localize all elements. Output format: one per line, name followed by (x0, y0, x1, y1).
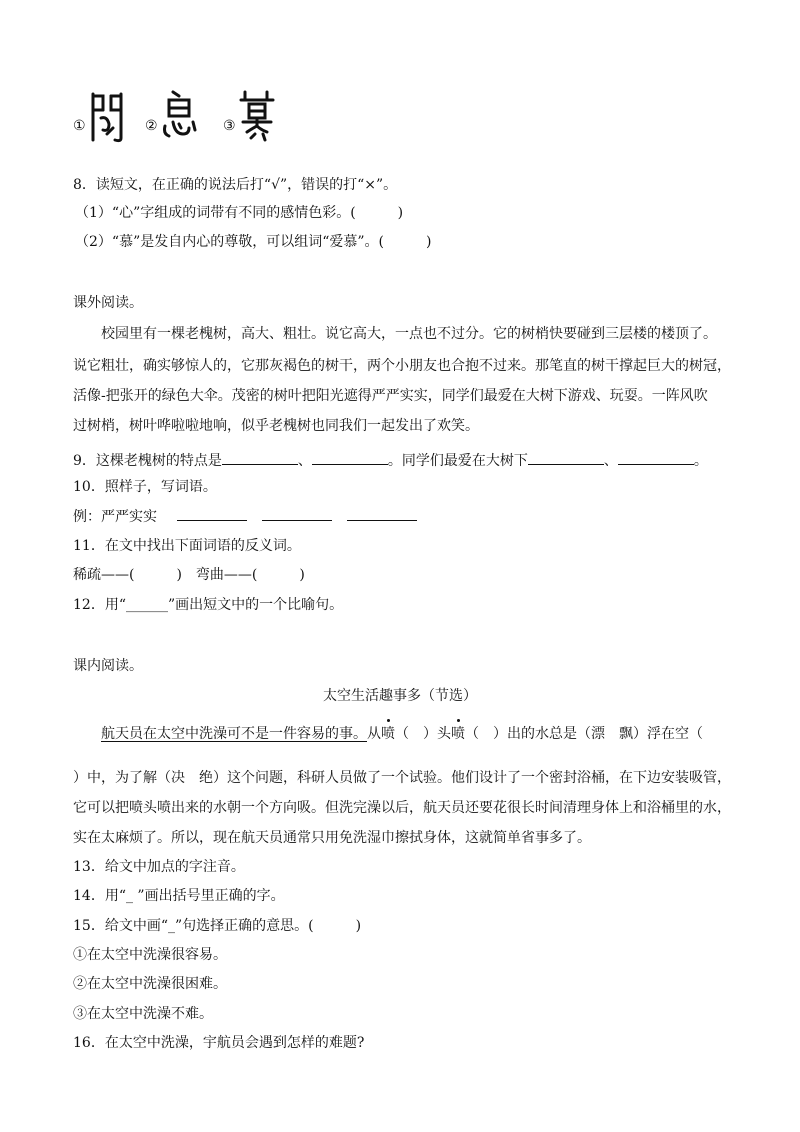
passage-line-1: 校园里有一棵老槐树，高大、粗壮。说它高大，一点也不过分。它的树梢快要碰到三层楼的楼顶了。 (101, 326, 717, 342)
question-12: 12．用“______”画出短文中的一个比喻句。 (73, 597, 344, 613)
question-11-title: 11．在文中找出下面词语的反义词。 (73, 538, 301, 554)
answer-blank[interactable] (528, 450, 604, 465)
in-class-line-1 (101, 723, 751, 743)
question-15-option-1[interactable]: ①在太空中洗澡很容易。 (73, 947, 227, 963)
question-13: 13．给文中加点的字注音。 (73, 859, 245, 875)
passage-title: 太空生活趣事多（节选） (323, 688, 477, 704)
passage-line-3: 活像-把张开的绿色大伞。茂密的树叶把阳光遮得严严实实，同学们最爱在大树下游戏、玩耍。一阵风吹 (73, 388, 708, 404)
text: （ ）头 (395, 726, 451, 742)
seal-char-xi-glyph (159, 88, 199, 144)
in-class-line-2: ）中，为了解（决 绝）这个问题，科研人员做了一个试验。他们设计了一个密封浴桶，在下边安装吸管， (73, 770, 731, 786)
passage-line-2: 说它粗壮，确实够惊人的，它那灰褐色的树干，两个小朋友也合抱不过来。那笔直的树干撑起巨大的树冠， (73, 358, 731, 374)
extra-reading-heading: 课外阅读。 (73, 295, 143, 311)
question-14: 14．用“_ ”画出括号里正确的字。 (73, 888, 285, 904)
answer-blank[interactable] (618, 450, 694, 465)
underlined-sentence: 航天员在太空中洗澡可不是一件容易的事。 (101, 726, 367, 742)
question-9-text-a: 9．这棵老槐树的特点是 (73, 453, 222, 469)
question-15-option-2[interactable]: ②在太空中洗澡很困难。 (73, 976, 227, 992)
answer-blank[interactable] (177, 508, 247, 521)
question-10-title: 10．照样子，写词语。 (73, 479, 217, 495)
answer-blank[interactable] (222, 450, 298, 465)
question-9 (73, 450, 708, 470)
question-8-item-1: （1）“心”字组成的词带有不同的感情色彩。( ) (75, 205, 404, 221)
seal-number-2: ② (145, 118, 158, 134)
question-8-item-2: （2）“慕”是发自内心的尊敬，可以组词“爱慕”。( ) (75, 234, 432, 250)
seal-char-xian-glyph (87, 88, 127, 144)
text: （ ）出的水总是（漂 飘）浮在空（ (465, 726, 703, 742)
separator: 、 (297, 453, 312, 469)
question-11-pairs: 稀疏——( ) 弯曲——( ) (73, 567, 305, 583)
question-15-option-3[interactable]: ③在太空中洗澡不难。 (73, 1006, 213, 1022)
seal-char-mu-glyph (237, 88, 277, 144)
dotted-char-1: 喷 (381, 723, 395, 743)
text: 从 (367, 726, 381, 742)
example-word: 例：严严实实 (73, 509, 157, 525)
question-9-text-b: 。同学们最爱在大树下 (387, 453, 528, 469)
dotted-char-2: 喷 (451, 723, 465, 743)
in-class-line-4: 实在太麻烦了。所以，现在航天员通常只用免洗湿巾擦拭身体，这就简单省事多了。 (73, 830, 591, 846)
seal-number-1: ① (73, 118, 86, 134)
question-15-title: 15．给文中画“_”句选择正确的意思。( ) (73, 918, 362, 934)
question-10-example (73, 508, 417, 526)
in-class-reading-heading: 课内阅读。 (73, 658, 143, 674)
passage-line-4: 过树梢，树叶哗啦啦地响，似乎老槐树也同我们一起发出了欢笑。 (73, 418, 479, 434)
answer-blank[interactable] (262, 508, 332, 521)
answer-blank[interactable] (312, 450, 388, 465)
question-9-end: 。 (693, 453, 708, 469)
question-16: 16．在太空中洗澡，宇航员会遇到怎样的难题? (73, 1035, 365, 1051)
in-class-line-3: 它可以把喷头喷出来的水朝一个方向吸。但洗完澡以后，航天员还要花很长时间清理身体上和浴桶里的水， (73, 800, 731, 816)
question-8-title: 8．读短文，在正确的说法后打“√”，错误的打“×”。 (73, 177, 398, 193)
separator: 、 (603, 453, 618, 469)
seal-number-3: ③ (223, 118, 236, 134)
answer-blank[interactable] (347, 508, 417, 521)
